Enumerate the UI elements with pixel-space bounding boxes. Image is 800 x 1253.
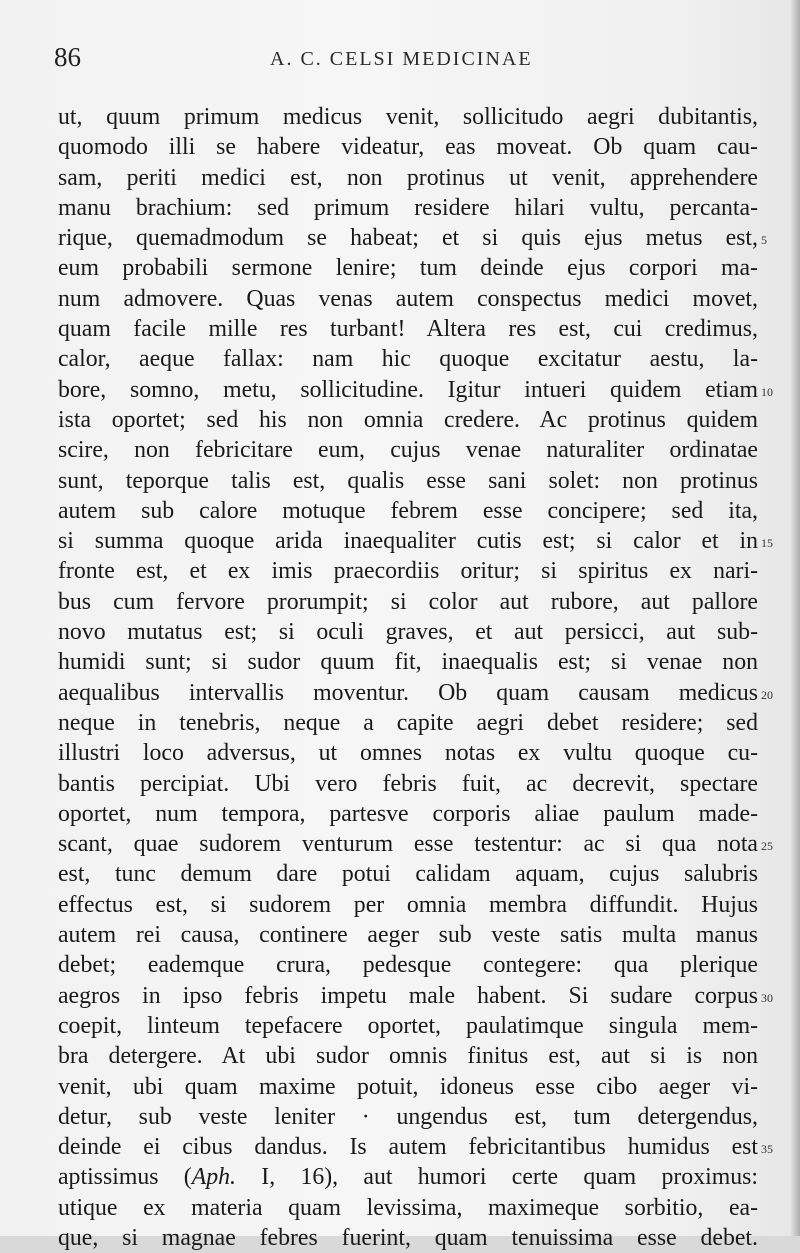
page-number: 86: [54, 42, 81, 72]
text-line-content: sam, periti medici est, non protinus ut venit, apprehendere: [58, 164, 758, 191]
text-line: [58, 981, 773, 1011]
text-line: [58, 284, 758, 314]
text-line-content: num admovere. Quas venas autem conspectus medici movet,: [58, 285, 758, 312]
text-line-content: scire, non febricitare eum, cujus venae naturaliter ordinatae: [58, 437, 758, 464]
running-head: A. C. CELSI MEDICINAE: [270, 48, 533, 70]
text-line: [58, 678, 773, 708]
text-line-content: quomodo illi se habere videatur, eas moveat. Ob quam cau-: [58, 134, 758, 161]
text-line: [58, 647, 758, 677]
text-line: [58, 1162, 758, 1192]
text-line-content: aptissimus (Aph. I, 16), aut humori certe quam proximus:: [58, 1164, 758, 1191]
text-line-content: bra detergere. At ubi sudor omnis finitus est, aut si is non: [58, 1043, 758, 1070]
text-line-content: bantis percipiat. Ubi vero febris fuit, ac decrevit, spectare: [58, 770, 758, 797]
text-line-content: bore, somno, metu, sollicitudine. Igitur intueri quidem etiam: [58, 376, 758, 403]
text-line: [58, 223, 767, 253]
text-line-content: quam facile mille res turbant! Altera res est, cui credimus,: [58, 316, 758, 343]
text-line: [58, 466, 758, 496]
line-number: 5: [761, 233, 767, 248]
text-line: [58, 708, 758, 738]
text-line: [58, 950, 758, 980]
text-line: [58, 920, 758, 950]
aphorism-reference: Aph.: [191, 1164, 236, 1191]
text-line-content: coepit, linteum tepefacere oportet, paulatimque singula mem-: [58, 1012, 758, 1039]
text-line-content: detur, sub veste leniter · ungendus est, tum detergendus,: [58, 1103, 758, 1130]
body-text: [58, 102, 773, 1253]
line-number: 20: [761, 687, 773, 702]
text-line-content: fronte est, et ex imis praecordiis oritur; si spiritus ex nari-: [58, 558, 758, 585]
text-line-content: aegros in ipso febris impetu male habent. Si sudare corpus: [58, 982, 758, 1009]
text-line-content: rique, quemadmodum se habeat; et si quis ejus metus est,: [58, 225, 758, 252]
text-line: [58, 1132, 773, 1162]
text-line: [58, 1072, 758, 1102]
text-line: [58, 799, 758, 829]
text-line: [58, 193, 758, 223]
text-line-content: utique ex materia quam levissima, maximeque sorbitio, ea-: [58, 1194, 758, 1221]
text-line: [58, 617, 758, 647]
text-line-content: aequalibus intervallis moventur. Ob quam causam medicus: [58, 679, 758, 706]
text-line: [58, 769, 758, 799]
text-line: [58, 859, 758, 889]
text-line-content: debet; eademque crura, pedesque contegere: qua plerique: [58, 952, 758, 979]
text-line: [58, 1011, 758, 1041]
text-line: [58, 738, 758, 768]
text-line: [58, 435, 758, 465]
text-line: [58, 890, 758, 920]
text-line: [58, 829, 773, 859]
text-line: [58, 1223, 758, 1253]
text-line: [58, 496, 758, 526]
text-line-content: eum probabili sermone lenire; tum deinde ejus corpori ma-: [58, 255, 758, 282]
text-line: [58, 163, 758, 193]
text-line-content: venit, ubi quam maxime potuit, idoneus esse cibo aeger vi-: [58, 1073, 758, 1100]
text-line-content: oportet, num tempora, partesve corporis aliae paulum made-: [58, 800, 758, 827]
text-line: [58, 375, 773, 405]
text-line: [58, 1193, 758, 1223]
text-line-content: est, tunc demum dare potui calidam aquam, cujus salubris: [58, 861, 758, 888]
text-line: [58, 314, 758, 344]
text-line-content: illustri loco adversus, ut omnes notas ex vultu quoque cu-: [58, 740, 758, 767]
line-number: 10: [761, 384, 773, 399]
text-line-content: ista oportet; sed his non omnia credere. Ac protinus quidem: [58, 406, 758, 433]
text-line-content: autem sub calore motuque febrem esse concipere; sed ita,: [58, 497, 758, 524]
text-line-content: que, si magnae febres fuerint, quam tenuissima esse debet.: [58, 1224, 758, 1251]
text-line-content: ut, quum primum medicus venit, sollicitudo aegri dubitantis,: [58, 104, 758, 130]
text-line: [58, 526, 773, 556]
page-edge-shadow: [790, 0, 800, 1236]
text-line: [58, 1102, 758, 1132]
text-line-content: effectus est, si sudorem per omnia membra diffundit. Hujus: [58, 891, 758, 918]
line-number: 25: [761, 839, 773, 854]
line-number: 15: [761, 536, 773, 551]
text-line-content: neque in tenebris, neque a capite aegri debet residere; sed: [58, 709, 758, 736]
text-line-content: bus cum fervore prorumpit; si color aut rubore, aut pallore: [58, 588, 758, 615]
text-line: [58, 253, 758, 283]
text-line-content: autem rei causa, continere aeger sub veste satis multa manus: [58, 922, 758, 949]
text-line-content: novo mutatus est; si oculi graves, et aut persicci, aut sub-: [58, 619, 758, 646]
text-line: [58, 132, 758, 162]
text-line-content: scant, quae sudorem venturum esse testentur: ac si qua nota: [58, 831, 758, 858]
text-line: [58, 344, 758, 374]
text-line-content: deinde ei cibus dandus. Is autem febricitantibus humidus est: [58, 1134, 758, 1161]
text-line: [58, 587, 758, 617]
text-line-content: humidi sunt; si sudor quum fit, inaequalis est; si venae non: [58, 649, 758, 676]
text-line: [58, 405, 758, 435]
text-line-content: manu brachium: sed primum residere hilari vultu, percanta-: [58, 194, 758, 221]
line-number: 30: [761, 990, 773, 1005]
line-number: 35: [761, 1142, 773, 1157]
text-line-content: si summa quoque arida inaequaliter cutis est; si calor et in: [58, 528, 758, 555]
text-line: [58, 102, 758, 132]
text-line-content: sunt, teporque talis est, qualis esse sani solet: non protinus: [58, 467, 758, 494]
text-line-content: calor, aeque fallax: nam hic quoque excitatur aestu, la-: [58, 346, 758, 373]
text-line: [58, 1041, 758, 1071]
text-line: [58, 556, 758, 586]
